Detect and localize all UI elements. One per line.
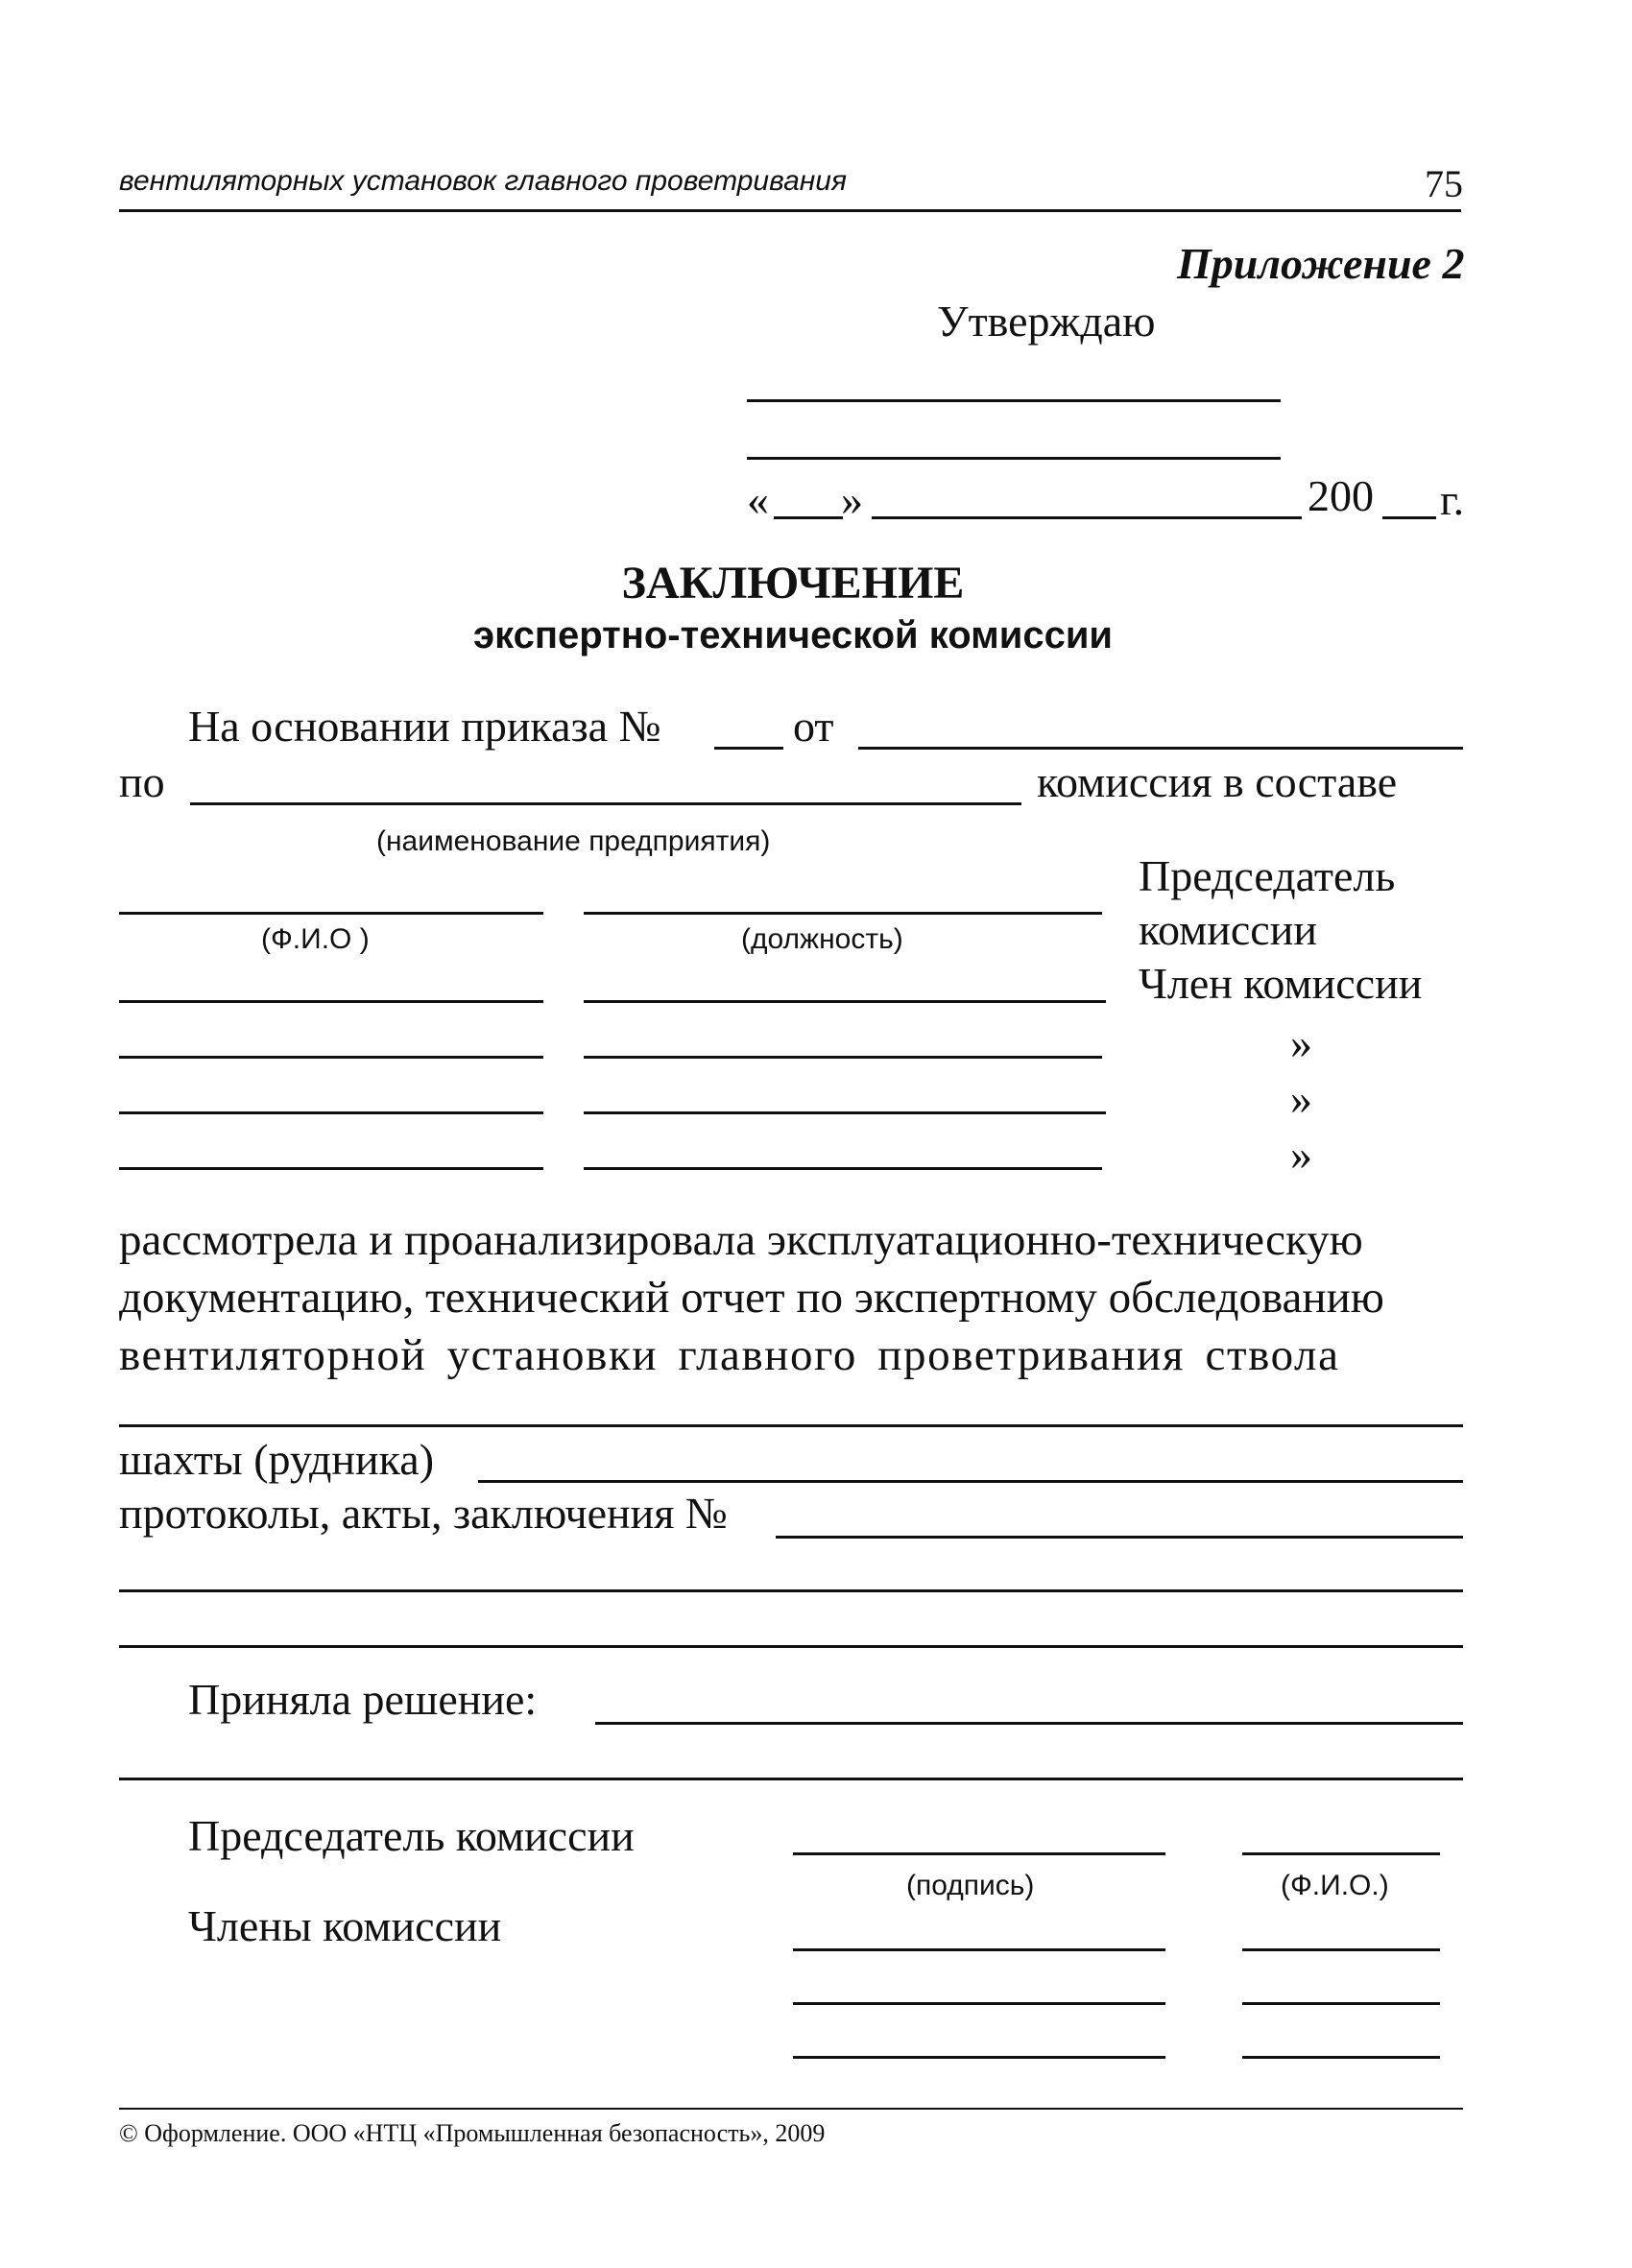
body-line-3: вентиляторной установки главного проветривания ствола <box>119 1330 1340 1380</box>
member2-position-line <box>584 1056 1102 1059</box>
signature-chairman-label: Председатель комиссии <box>188 1811 635 1860</box>
signature-caption: (подпись) <box>906 1870 1035 1901</box>
member3-position-line <box>584 1111 1106 1114</box>
body-line-1: рассмотрела и проанализировала эксплуатационно-техническую <box>119 1215 1363 1265</box>
member2-ditto: » <box>1290 1018 1312 1067</box>
order-from-word: от <box>793 702 834 751</box>
approver-position-line <box>747 399 1281 402</box>
order-date-line <box>858 747 1463 750</box>
date-month-line <box>872 516 1302 519</box>
appendix-label: Приложение 2 <box>1177 239 1465 288</box>
footer-copyright: © Оформление. ООО «НТЦ «Промышленная безопасность», 2009 <box>119 2119 826 2147</box>
member1-signature-line <box>793 1948 1165 1951</box>
member4-fio-line <box>119 1167 543 1170</box>
protocols-extra-line-1 <box>119 1589 1463 1592</box>
chairman-name-line <box>1242 1852 1440 1855</box>
mine-name-line <box>478 1480 1463 1483</box>
order-number-line <box>714 747 783 750</box>
page-number: 75 <box>1425 162 1463 205</box>
order-text: На основании приказа № <box>188 702 661 751</box>
enterprise-caption: (наименование предприятия) <box>376 825 771 857</box>
protocols-line <box>776 1536 1463 1539</box>
date-year-suffix: г. <box>1440 475 1465 524</box>
chairman-fio-line <box>119 912 543 915</box>
member2-name-line <box>1242 2002 1440 2005</box>
enterprise-line <box>190 802 1021 805</box>
member3-name-line <box>1242 2056 1440 2059</box>
member-role: Член комиссии <box>1139 959 1423 1008</box>
date-close-quote: » <box>841 475 863 524</box>
running-header: вентиляторных установок главного проветривания <box>119 165 848 197</box>
approve-word: Утверждаю <box>937 297 1156 346</box>
member4-position-line <box>584 1167 1102 1170</box>
protocols-extra-line-2 <box>119 1645 1463 1648</box>
document-subtitle: экспертно-технической комиссии <box>472 614 1113 657</box>
member3-fio-line <box>119 1111 543 1114</box>
member2-signature-line <box>793 2002 1165 2005</box>
date-day-line <box>774 516 843 519</box>
committee-text: комиссия в составе <box>1037 757 1398 806</box>
chairman-signature-line <box>793 1852 1165 1855</box>
decision-label: Приняла решение: <box>188 1675 538 1724</box>
header-rule <box>119 209 1461 212</box>
date-year-prefix: 200 <box>1308 471 1374 520</box>
approver-name-line <box>747 457 1281 460</box>
decision-line <box>595 1722 1463 1725</box>
footer-rule <box>119 2108 1463 2110</box>
chairman-role-line2: комиссии <box>1139 905 1317 954</box>
chairman-role-line1: Председатель <box>1139 851 1396 900</box>
signature-fio-caption: (Ф.И.О.) <box>1281 1870 1389 1901</box>
mine-label: шахты (рудника) <box>119 1435 435 1484</box>
date-year-line <box>1382 516 1436 519</box>
member2-fio-line <box>119 1056 543 1059</box>
shaft-name-line <box>119 1424 1463 1427</box>
member3-ditto: » <box>1290 1074 1312 1123</box>
member1-name-line <box>1242 1948 1440 1951</box>
date-open-quote: « <box>747 475 769 524</box>
position-caption: (должность) <box>741 923 903 955</box>
signature-members-label: Члены комиссии <box>188 1901 502 1950</box>
decision-extra-line <box>119 1778 1463 1780</box>
member4-ditto: » <box>1290 1130 1312 1179</box>
member1-position-line <box>584 1000 1106 1003</box>
by-word: по <box>119 757 165 806</box>
fio-caption: (Ф.И.О ) <box>261 923 370 955</box>
member3-signature-line <box>793 2056 1165 2059</box>
member1-fio-line <box>119 1000 543 1003</box>
body-line-2: документацию, технический отчет по экспертному обследованию <box>119 1273 1384 1323</box>
protocols-label: протоколы, акты, заключения № <box>119 1489 728 1538</box>
chairman-position-line <box>584 912 1102 915</box>
document-title: ЗАКЛЮЧЕНИЕ <box>621 558 965 609</box>
